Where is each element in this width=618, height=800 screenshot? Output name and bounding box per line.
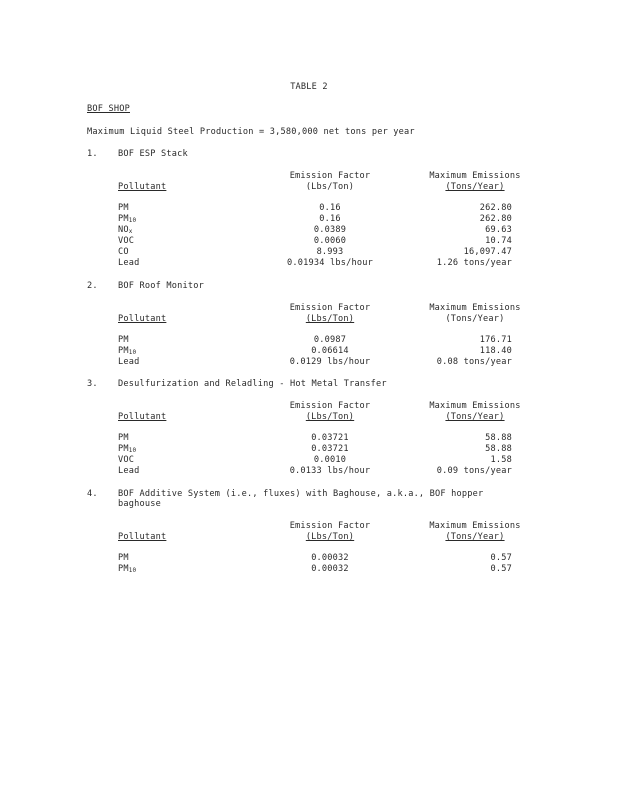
me-cell: 16,097.47 [463, 247, 512, 257]
me-cell: 262.80 [479, 203, 512, 213]
me-cell: 0.08 tons/year [436, 357, 512, 367]
pollutant-cell: VOC [118, 455, 135, 465]
section-title-continued: baghouse [118, 499, 161, 509]
section-title: BOF ESP Stack [118, 149, 188, 159]
me-cell: 262.80 [479, 214, 512, 224]
section-title: BOF Additive System (i.e., fluxes) with Baghouse, a.k.a., BOF hopper [118, 489, 484, 499]
table-title: TABLE 2 [290, 82, 328, 92]
pollutant-cell: Lead [118, 258, 140, 268]
ef-cell: 0.16 [319, 203, 341, 213]
pollutant-cell: $PM_{10}$ [118, 444, 137, 454]
pollutant-header: Pollutant [118, 314, 167, 324]
me-cell: 10.74 [485, 236, 512, 246]
pollutant-cell: VOC [118, 236, 135, 246]
section-number: 4. [87, 489, 98, 499]
ef-cell: 0.0010 [313, 455, 347, 465]
me-cell: 1.58 [490, 455, 512, 465]
pollutant-cell: PM [118, 433, 129, 443]
pollutant-cell: $PM_{10}$ [118, 346, 137, 356]
ef-header-line2: (Lbs/Ton) [305, 182, 355, 192]
pollutant-cell: $NO_x$ [118, 225, 133, 235]
me-header-line2: (Tons/Year) [445, 532, 505, 542]
ef-cell: 8.993 [316, 247, 344, 257]
me-cell: 0.09 tons/year [436, 466, 512, 476]
me-header-line2: (Tons/Year) [445, 412, 505, 422]
pollutant-cell: PM [118, 203, 129, 213]
me-header-line1: Maximum Emissions [429, 171, 521, 181]
pollutant-header: Pollutant [118, 182, 167, 192]
ef-cell: 0.0987 [313, 335, 347, 345]
section-title: BOF Roof Monitor [118, 281, 204, 291]
ef-header-line2: (Lbs/Ton) [305, 314, 355, 324]
shop-heading: BOF SHOP [87, 104, 130, 114]
me-header-line1: Maximum Emissions [429, 303, 521, 313]
me-cell: 58.88 [485, 433, 512, 443]
pollutant-header: Pollutant [118, 532, 167, 542]
ef-cell: 0.16 [319, 214, 341, 224]
ef-cell: 0.03721 [311, 444, 349, 454]
pollutant-cell: Lead [118, 466, 140, 476]
ef-cell: 0.00032 [311, 553, 349, 563]
section-number: 3. [87, 379, 98, 389]
pollutant-cell: PM [118, 335, 129, 345]
me-cell: 0.57 [490, 553, 512, 563]
me-cell: 176.71 [479, 335, 512, 345]
pollutant-cell: CO [118, 247, 129, 257]
me-cell: 58.88 [485, 444, 512, 454]
me-cell: 69.63 [485, 225, 512, 235]
production-line: Maximum Liquid Steel Production = 3,580,000 net tons per year [87, 127, 415, 137]
ef-cell: 0.0133 lbs/hour [289, 466, 371, 476]
ef-header-line1: Emission Factor [289, 303, 371, 313]
ef-cell: 0.03721 [311, 433, 349, 443]
section-number: 2. [87, 281, 98, 291]
ef-header-line1: Emission Factor [289, 171, 371, 181]
pollutant-header: Pollutant [118, 412, 167, 422]
ef-cell: 0.01934 lbs/hour [287, 258, 373, 268]
ef-header-line2: (Lbs/Ton) [305, 412, 355, 422]
ef-header-line1: Emission Factor [289, 401, 371, 411]
me-header-line1: Maximum Emissions [429, 401, 521, 411]
me-header-line1: Maximum Emissions [429, 521, 521, 531]
me-cell: 1.26 tons/year [436, 258, 512, 268]
me-header-line2: (Tons/Year) [445, 182, 505, 192]
section-title: Desulfurization and Reladling - Hot Metal Transfer [118, 379, 387, 389]
ef-cell: 0.00032 [311, 564, 349, 574]
ef-header-line1: Emission Factor [289, 521, 371, 531]
pollutant-cell: $PM_{10}$ [118, 214, 137, 224]
me-header-line2: (Tons/Year) [445, 314, 505, 324]
section-number: 1. [87, 149, 98, 159]
pollutant-cell: $PM_{10}$ [118, 564, 137, 574]
ef-cell: 0.06614 [311, 346, 349, 356]
pollutant-cell: PM [118, 553, 129, 563]
ef-header-line2: (Lbs/Ton) [305, 532, 355, 542]
me-cell: 118.40 [479, 346, 512, 356]
pollutant-cell: Lead [118, 357, 140, 367]
me-cell: 0.57 [490, 564, 512, 574]
ef-cell: 0.0060 [313, 236, 347, 246]
ef-cell: 0.0129 lbs/hour [289, 357, 371, 367]
ef-cell: 0.0389 [313, 225, 347, 235]
